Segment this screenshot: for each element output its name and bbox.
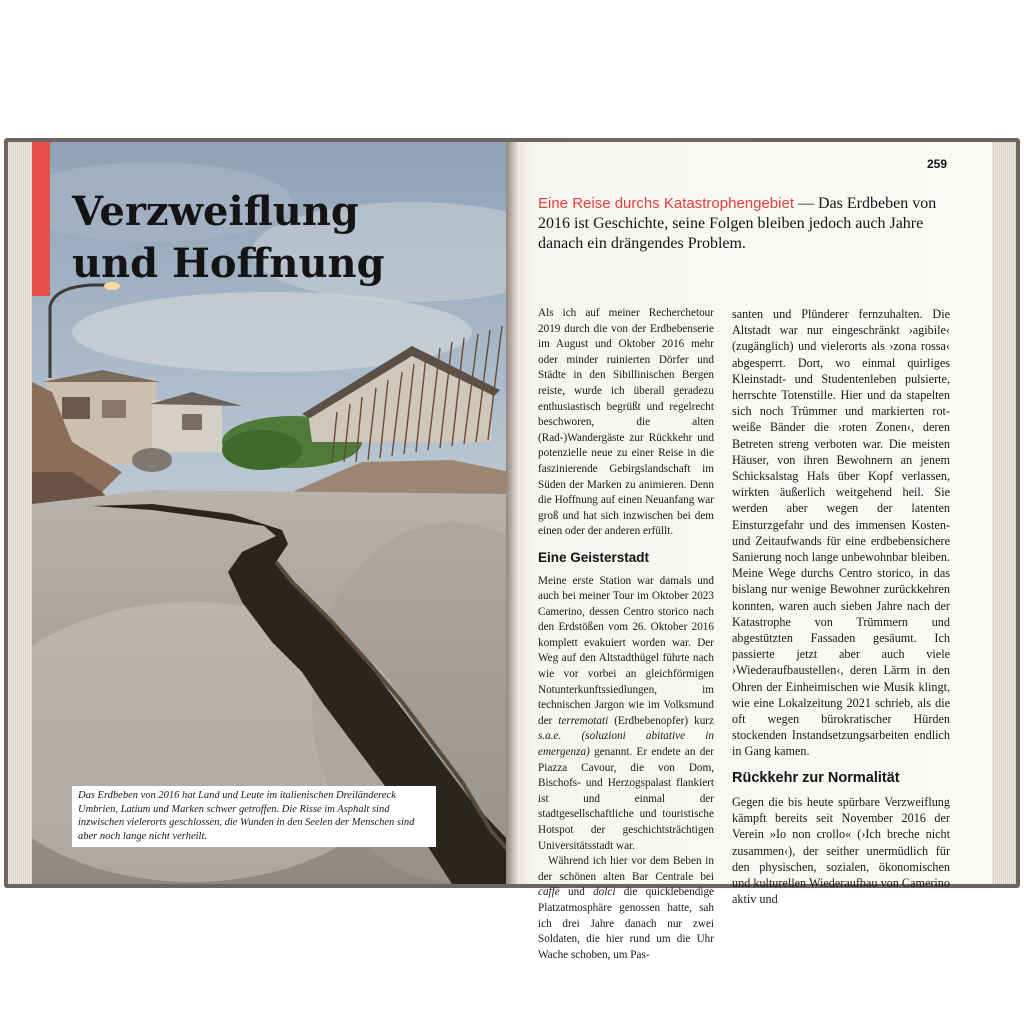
text-run: (Erdbebenopfer) kurz <box>608 714 714 727</box>
emphasis-terremotati: terremotati <box>558 714 609 727</box>
emphasis-caffe: caffè <box>538 886 560 899</box>
chapter-title-line2: und Hoffnung <box>72 240 385 287</box>
text-run: Während ich hier vor dem Beben in der schönen alten Bar Centrale bei <box>538 855 714 883</box>
text-run: genannt. Er endete an der Piazza Cavour, die von Dom, Bischofs- und Herzogspalast flankiert ist und einmal der stadtgesellschaftliche und touristische Hotspot der geschichtsträchtigen Universitätsstadt war. <box>538 746 714 852</box>
accent-bar <box>32 142 50 296</box>
page-edges-left <box>8 142 34 884</box>
paragraph-recherchetour: Als ich auf meiner Recherchetour 2019 durch die von der Erdbebenserie im August und Oktober 2016 mehr oder minder ruinierten Dörfer und Städte in den Sibillinischen Bergen reiste, wurde ich überall geradezu enthusiastisch begrüßt und regelrecht beschworen, die alten (Rad-)Wandergäste zur Rückkehr und potenzielle neue zu einer Reise in die faszinierende Gebirgslandschaft im Süden der Marken zu animieren. Denn die Hoffnung auf einen Neuanfang war groß und hat sich inzwischen bei dem einen oder der anderen erfüllt. <box>538 307 714 538</box>
emphasis-sae: s.a.e. (soluzioni abitative in emergenza) <box>538 730 714 759</box>
page-number: 259 <box>927 157 948 171</box>
chapter-title-line1: Verzweiflung <box>72 188 359 235</box>
intro-paragraph <box>538 194 958 254</box>
text-column-left <box>538 306 714 963</box>
text-run: und <box>559 886 594 899</box>
intro-text: Das Erdbeben von 2016 ist Geschichte, seine Folgen bleiben jedoch auch Jahre danach ein drängendes Problem. <box>538 195 937 252</box>
section-heading-normalitaet: Rückkehr zur Normalität <box>732 769 900 786</box>
intro-lead: Eine Reise durchs Katastrophengebiet <box>538 195 794 212</box>
paragraph-bar-centrale <box>538 854 714 963</box>
paragraph-camerino <box>538 574 714 855</box>
text-run: die quicklebendige Platzatmosphäre genossen hatte, sah ich drei Jahre danach nur zwei Soldaten, die hier rund um die Uhr Wache schoben, um Pas- <box>538 886 715 961</box>
photo-caption: Das Erdbeben von 2016 hat Land und Leute im italienischen Dreiländereck Umbrien, Latium und Marken schwer getroffen. Die Risse im Asphalt sind inzwischen vielerorts geschlossen, die Wunden in den Seelen der Menschen sind aber noch lange nicht verheilt. <box>72 786 436 847</box>
section-heading-geisterstadt: Eine Geisterstadt <box>538 549 650 565</box>
emphasis-dolci: dolci <box>593 886 616 899</box>
paragraph-altstadt: santen und Plünderer fernzuhalten. Die Altstadt war nur eingeschränkt ›agibile‹ (zugänglich) und vielerorts als ›zona rossa‹ abgesperrt. Dort, wo einmal quirliges Kleinstadt- und Studentenleben pulsierte, herrschte Totenstille. Hier und da stapelten sich noch Trümmer und markierten rot-weiße Bänder die ›roten Zonen‹, deren Betreten streng verboten war. Die meisten Häuser, von ihren Bewohnern an jenem Schicksalstag Hals über Kopf verlassen, wirkten äußerlich weitgehend heil. Sie werden aber wegen der latenten Einsturzgefahr und des immensen Kosten- und Zeitaufwands für eine erdbebensichere Sanierung noch lange unbewohnbar bleiben. Meine Wege durchs Centro storico, in das bislang nur wenige Bewohner zurückkehren konnten, waren auch sieben Jahre nach der Katastrophe von Trümmern und abgestützten Fassaden gesäumt. Ich passierte jetzt aber auch viele ›Wiederaufbaustellen‹, deren Lärm in den Ohren der Einheimischen wie Musik klingt, wie eine Lokalzeitung 2021 schrieb, als die oft wegen bürokratischer Hürden stockenden Instandsetzungsarbeiten endlich in Gang kamen. <box>732 307 950 759</box>
text-run: Meine erste Station war damals und auch bei meiner Tour im Oktober 2023 Camerino, dessen Centro storico nach den Erdstößen vom 26. Oktober 2016 komplett evakuiert worden war. Der Weg auf den Altstadthügel führte nach wie vor vorbei an gleichförmigen Notunterkunftssiedlungen, im technischen Jargon wie im Volksmund der <box>538 574 714 727</box>
text-column-right <box>732 306 950 907</box>
book-gutter <box>506 142 520 884</box>
intro-dash: — <box>794 195 818 212</box>
chapter-title <box>72 186 385 290</box>
page-edges-right <box>990 142 1016 884</box>
paragraph-verein: Gegen die bis heute spürbare Verzweiflung kämpft bereits seit November 2016 der Verein »Io non crollo« (›Ich breche nicht zusammen‹), der seither unermüdlich für den physischen, sozialen, ökonomischen und kulturellen Wiederaufbau von Camerino aktiv und <box>732 794 950 907</box>
